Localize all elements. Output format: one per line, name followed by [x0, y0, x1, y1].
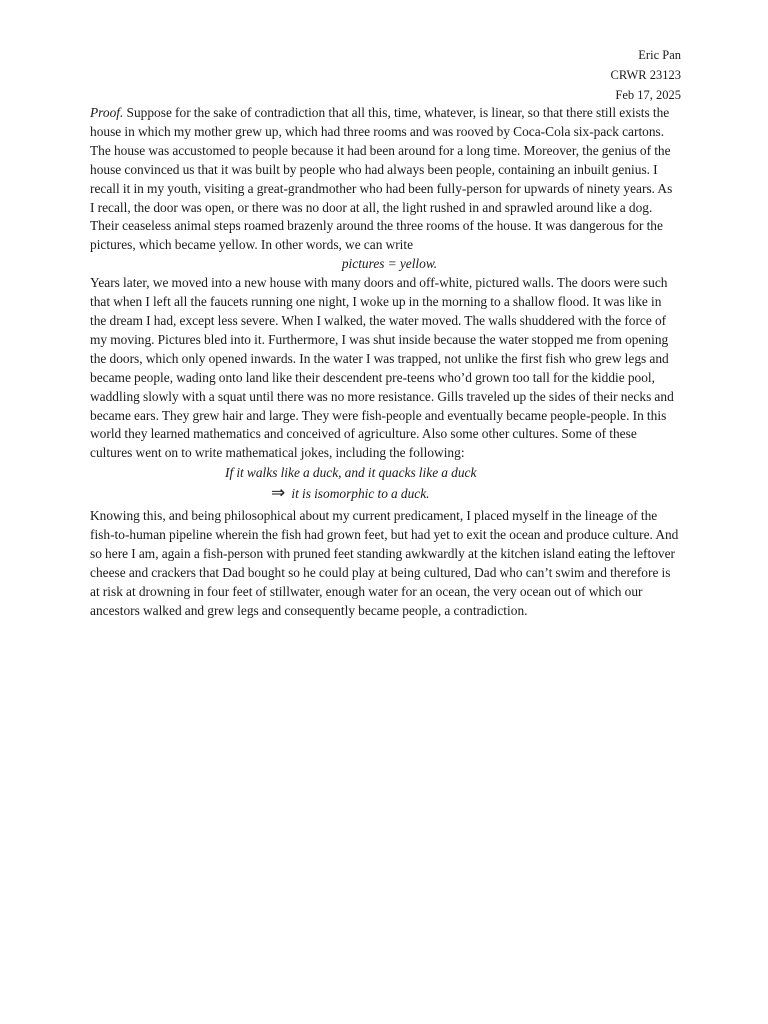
- paragraph-1: [90, 104, 679, 255]
- paragraph-1-text: Suppose for the sake of contradiction that all this, time, whatever, is linear, so that there still exists the house in which my mother grew up, which had three rooms and was rooved by Coca-Cola six-pack cartons. The house was accustomed to people because it had been around for a long time. Moreover, the genius of the house convinced us that it was built by people who had always been people, containing an inbuilt genius. I recall it in my youth, visiting a great-grandmother who had been fully-person for upwards of ninety years. As I recall, the door was open, or there was no door at all, the light rushed in and sprawled around like a dog. Their ceaseless animal steps roamed brazenly around the three rooms of the house. It was dangerous for the pictures, which became yellow. In other words, we can write: [90, 105, 673, 253]
- joke-line-1: If it walks like a duck, and it quacks like a duck: [225, 465, 477, 481]
- equation-pictures-yellow: pictures = yellow.: [341, 256, 438, 272]
- document-header: [611, 45, 682, 105]
- document-body: [90, 104, 679, 621]
- paragraph-2: Years later, we moved into a new house with many doors and off-white, pictured walls. The doors were such that when I left all the faucets running one night, I woke up in the morning to a shallow flood. It was like in the dream I had, except less severe. When I walked, the water moved. The walls shuddered with the force of my moving. Pictures bled into it. Furthermore, I was shut inside because the water stopped me from opening the doors, which only opened inwards. In the water I was trapped, not unlike the first fish who grew legs and became people, wading onto land like their descendent pre-teens who’d grown too tall for the kiddie pool, waddling slowly with a squat until there was no more resistance. Gills traveled up the sides of their necks and became ears. They grew hair and large. They were fish-people and eventually became people-people. In this world they learned mathematics and conceived of agriculture. Also some other cultures. Some of these cultures went on to write mathematical jokes, including the following:: [90, 275, 674, 461]
- joke-line-2-text: it is isomorphic to a duck.: [291, 486, 430, 502]
- joke-line-2: [90, 482, 679, 505]
- document-date: Feb 17, 2025: [615, 88, 681, 102]
- paragraph-3: Knowing this, and being philosophical about my current predicament, I placed myself in the lineage of the fish-to-human pipeline wherein the fish had grown feet, but had yet to exit the ocean and produce culture. And so here I am, again a fish-person with pruned feet standing awkwardly at the kitchen island eating the leftover cheese and crackers that Dad bought so he could play at being cultured, Dad who can’t swim and therefore is at risk at drowning in four feet of stillwater, enough water for an ocean, the very ocean out of which our ancestors walked and grew legs and consequently became people, a contradiction.: [90, 508, 679, 618]
- course-code: CRWR 23123: [610, 68, 681, 82]
- proof-label: Proof.: [90, 105, 124, 120]
- implies-symbol: ⇒: [271, 483, 286, 504]
- author-name: Eric Pan: [638, 48, 681, 62]
